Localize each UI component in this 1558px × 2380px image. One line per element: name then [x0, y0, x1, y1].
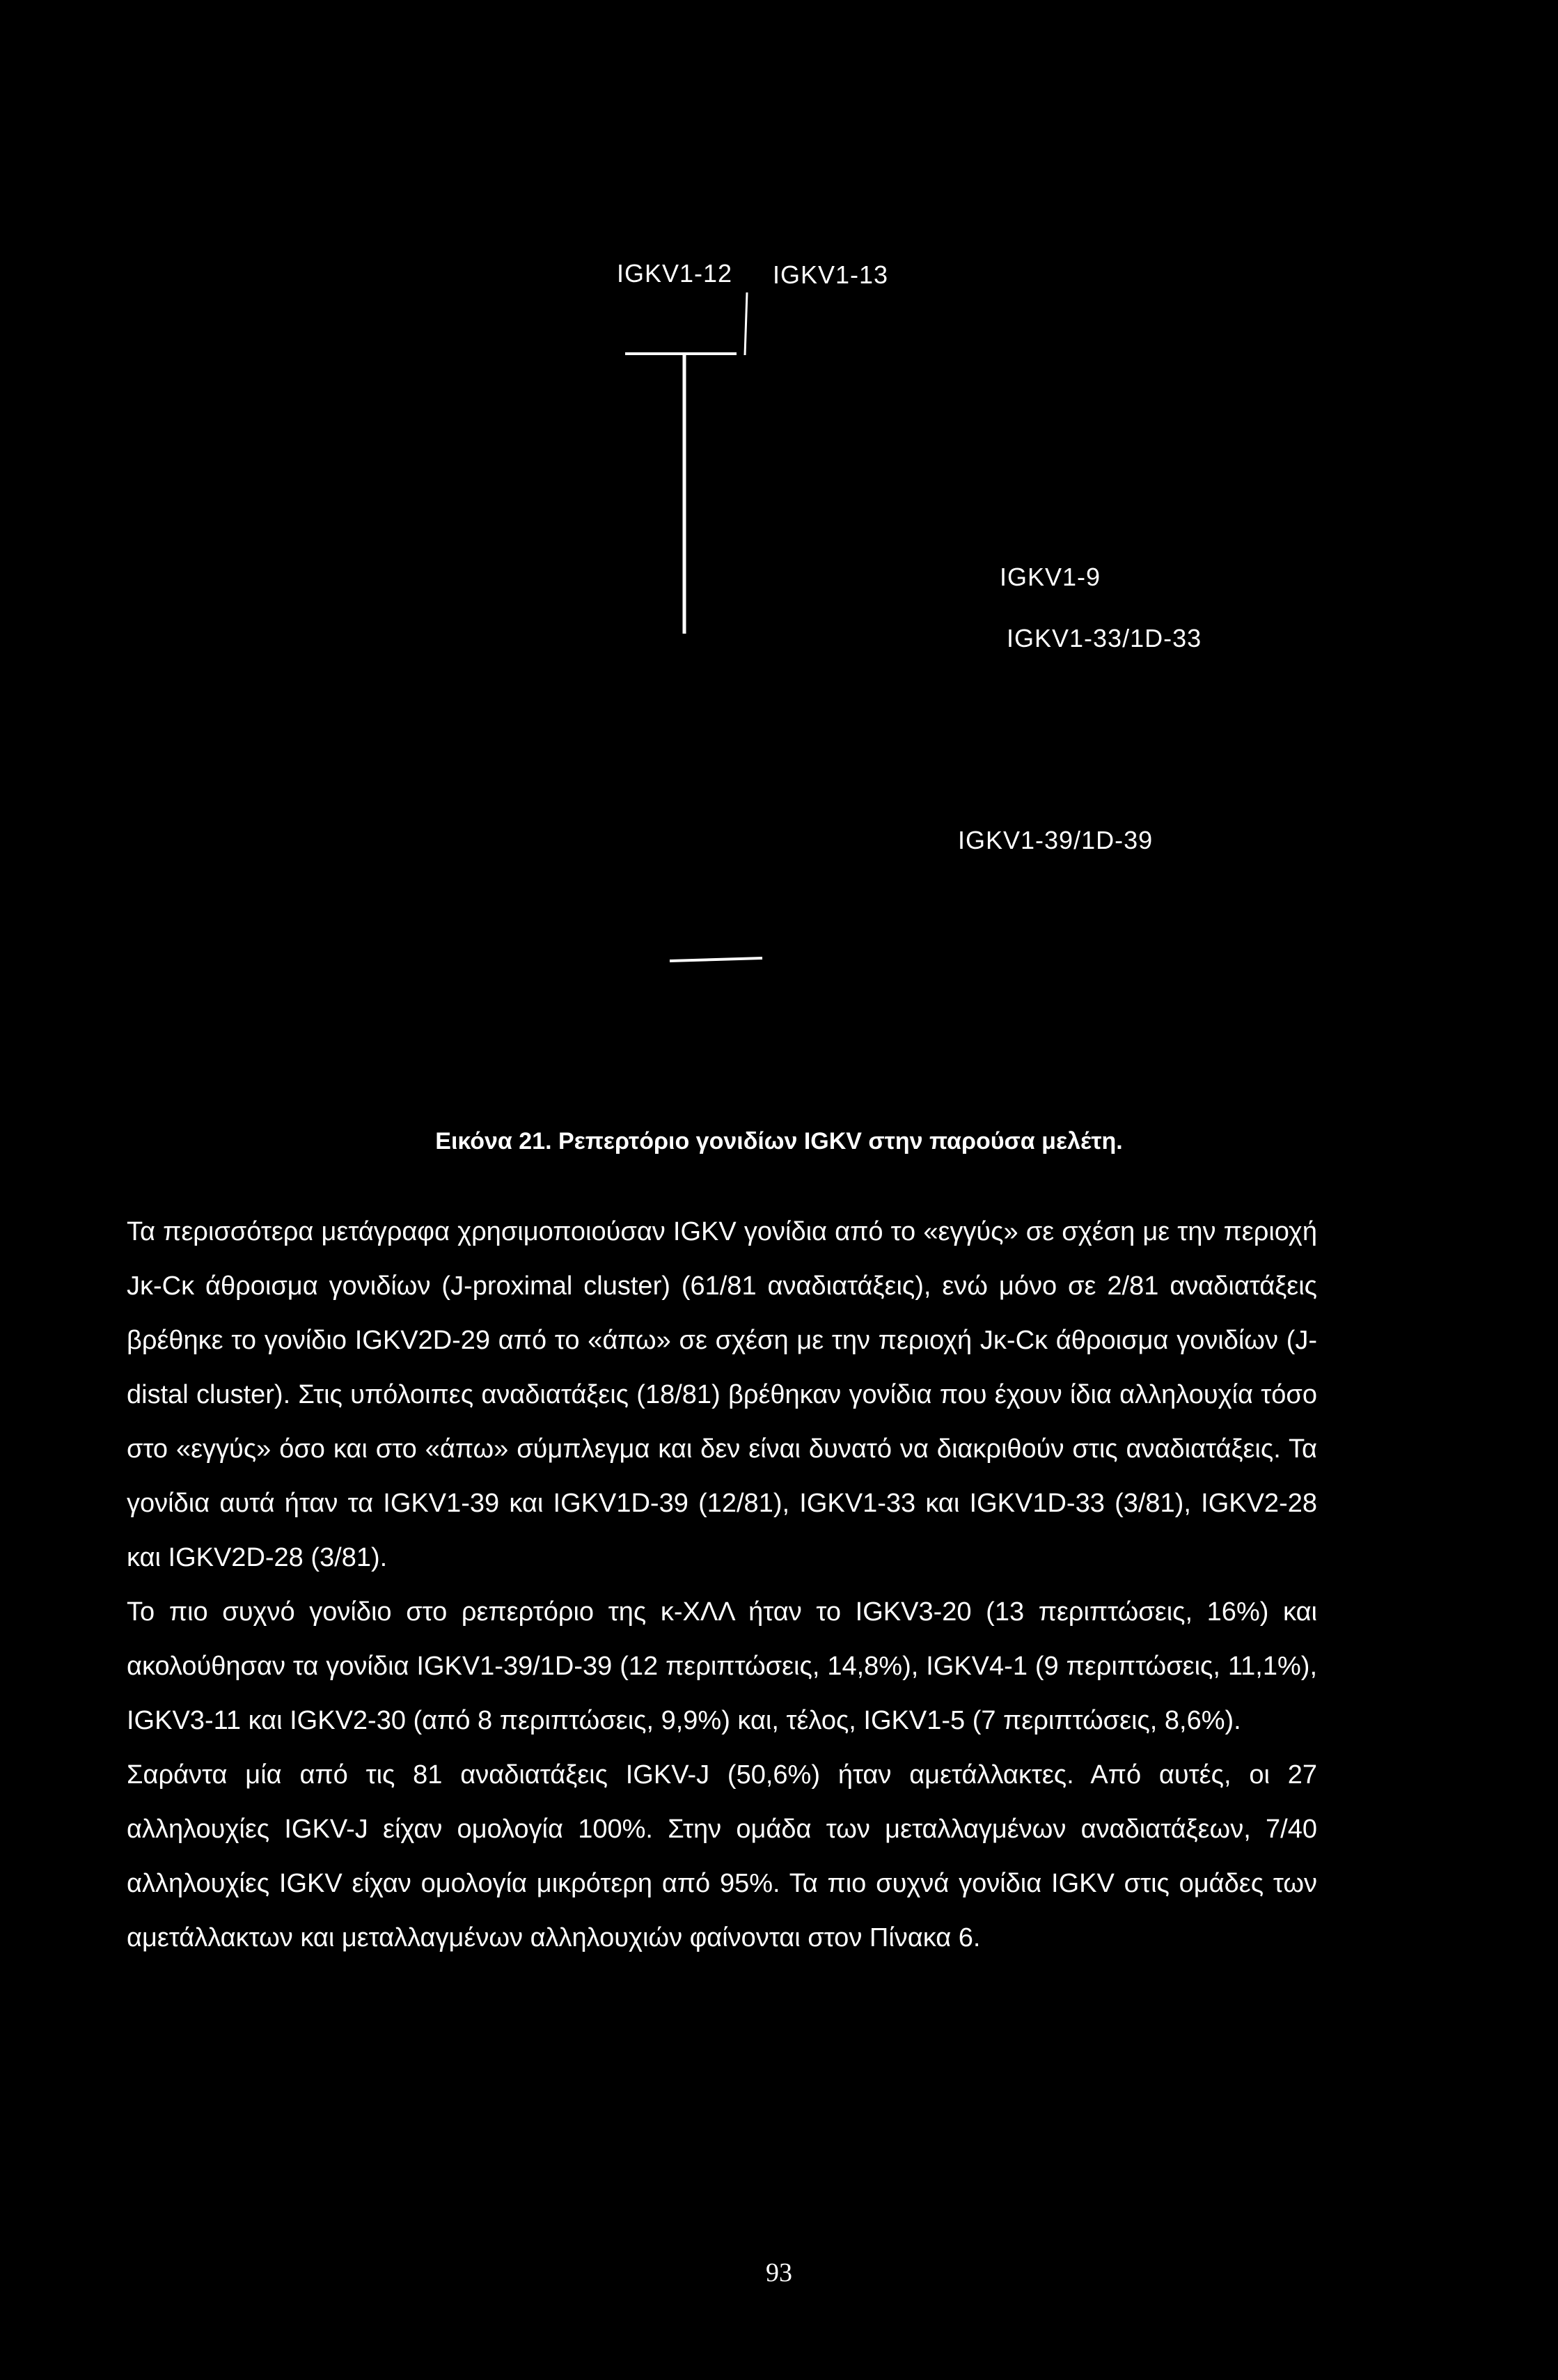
- label-igkv1-13: IGKV1-13: [773, 260, 889, 289]
- page-number: 93: [766, 2258, 792, 2287]
- figure-caption: Εικόνα 21. Ρεπερτόριο γονιδίων IGKV στην παρούσα μελέτη.: [435, 1128, 1123, 1154]
- paragraph-mutation-status: Σαράντα μία από τις 81 αναδιατάξεις IGKV-J (50,6%) ήταν αμετάλλακτες. Από αυτές, οι 27 αλληλουχίες IGKV-J είχαν ομολογία 100%. Στην ομάδα των μεταλλαγμένων αναδιατάξεων, 7/40 αλληλουχίες IGKV είχαν ομολογία μικρότερη από 95%. Τα πιο συχνά γονίδια IGKV στις ομάδες των αμετάλλακτων και μεταλλαγμένων αλληλουχιών φαίνονται στον Πίνακα 6.: [127, 1760, 1317, 1952]
- bottom-tick-line: [670, 958, 762, 961]
- igkv-repertoire-figure: [0, 0, 1558, 1184]
- label-igkv1-39: IGKV1-39/1D-39: [958, 826, 1154, 854]
- label-igkv1-9: IGKV1-9: [1000, 563, 1101, 591]
- paragraph-gene-clusters: Τα περισσότερα μετάγραφα χρησιμοποιούσαν IGKV γονίδια από το «εγγύς» σε σχέση με την περιοχή Jκ-Cκ άθροισμα γονιδίων (J-proximal cluster) (61/81 αναδιατάξεις), ενώ μόνο σε 2/81 αναδιατάξεις βρέθηκε το γονίδιο IGKV2D-29 από το «άπω» σε σχέση με την περιοχή Jκ-Cκ άθροισμα γονιδίων (J-distal cluster). Στις υπόλοιπες αναδιατάξεις (18/81) βρέθηκαν γονίδια που έχουν ίδια αλληλουχία τόσο στο «εγγύς» όσο και στο «άπω» σύμπλεγμα και δεν είναι δυνατό να διακριθούν στις αναδιατάξεις. Τα γονίδια αυτά ήταν τα IGKV1-39 και IGKV1D-39 (12/81), IGKV1-33 και IGKV1D-33 (3/81), IGKV2-28 και IGKV2D-28 (3/81).: [127, 1217, 1317, 1572]
- paragraph-frequent-genes: Το πιο συχνό γονίδιο στο ρεπερτόριο της κ-ΧΛΛ ήταν το IGKV3-20 (13 περιπτώσεις, 16%) και ακολούθησαν τα γονίδια IGKV1-39/1D-39 (12 περιπτώσεις, 14,8%), IGKV4-1 (9 περιπτώσεις, 11,1%), IGKV3-11 και IGKV2-30 (από 8 περιπτώσεις, 9,9%) και, τέλος, IGKV1-5 (7 περιπτώσεις, 8,6%).: [127, 1597, 1317, 1735]
- label-igkv1-33: IGKV1-33/1D-33: [1007, 624, 1202, 652]
- body-text: [127, 1205, 1317, 1965]
- igkv1-13-leader-line: [745, 292, 747, 355]
- figure-leader-lines: [0, 0, 1558, 1086]
- label-igkv1-12: IGKV1-12: [617, 259, 733, 288]
